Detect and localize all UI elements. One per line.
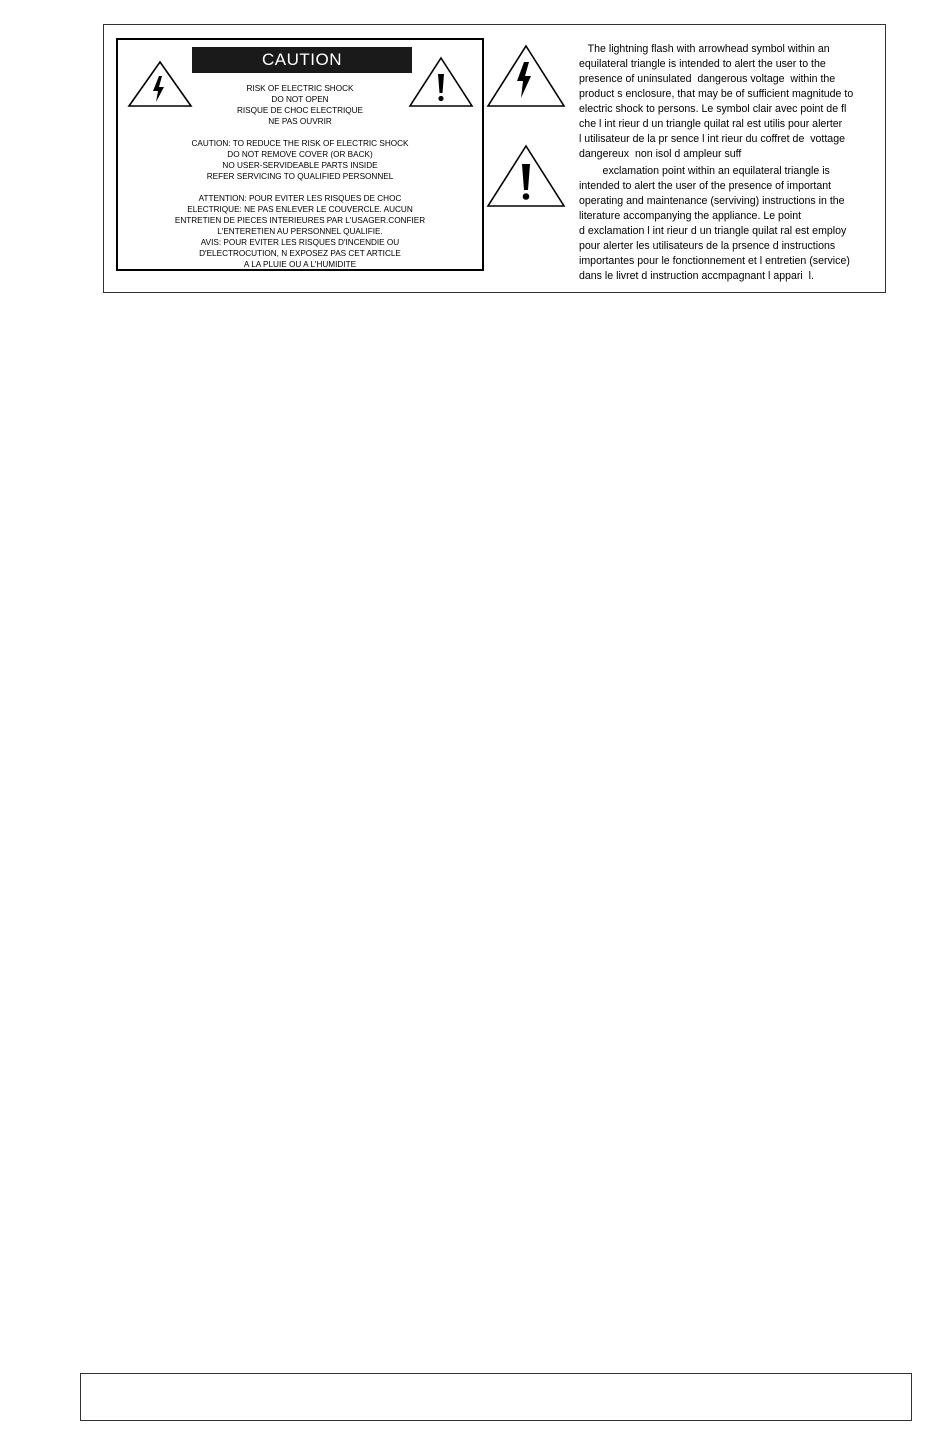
explanation-line: electric shock to persons. Le symbol clair avec point de fl xyxy=(579,103,847,115)
explanation-line: l utilisateur de la pr sence l int rieur du coffret de vottage xyxy=(579,133,845,145)
explanation-line: dangereux non isol d ampleur suff xyxy=(579,148,742,160)
footer-box xyxy=(80,1373,912,1421)
attention-line: D'ELECTROCUTION, N EXPOSEZ PAS CET ARTICLE xyxy=(199,249,401,258)
explanation-line: operating and maintenance (serviving) instructions in the xyxy=(579,195,845,207)
risk-line: RISK OF ELECTRIC SHOCK xyxy=(246,84,354,93)
explanation-line: pour alerter les utilisateurs de la prsence d instructions xyxy=(579,240,836,252)
attention-text xyxy=(118,193,482,270)
explanation-line: intended to alert the user of the presence of important xyxy=(579,180,832,192)
explanation-line: dans le livret d instruction accmpagnant l appari l. xyxy=(579,270,814,282)
attention-line: ELECTRIQUE: NE PAS ENLEVER LE COUVERCLE. AUCUN xyxy=(187,205,413,214)
risk-line: DO NOT OPEN xyxy=(271,95,329,104)
exclamation-symbol-explanation xyxy=(579,164,889,284)
explanation-line: d exclamation l int rieur d un triangle quilat ral est employ xyxy=(579,225,847,237)
caution-line: NO USER-SERVIDEABLE PARTS INSIDE xyxy=(222,161,378,170)
explanation-line: importantes pour le fonctionnement et l entretien (service) xyxy=(579,255,850,267)
explanation-line: che l int rieur d un triangle quilat ral est utilis pour alerter xyxy=(579,118,843,130)
attention-line: A LA PLUIE OU A L'HUMIDITE xyxy=(243,260,357,269)
explanation-line: literature accompanying the appliance. Le point xyxy=(579,210,802,222)
explanation-line: product s enclosure, that may be of sufficient magnitude to xyxy=(579,88,854,100)
exclamation-warning-icon xyxy=(486,144,566,208)
explanation-line: presence of uninsulated dangerous voltage within the xyxy=(579,73,836,85)
caution-text xyxy=(118,138,482,182)
lightning-symbol-explanation xyxy=(579,42,889,162)
risk-line: NE PAS OUVRIR xyxy=(268,117,332,126)
attention-line: AVIS: POUR EVITER LES RISQUES D'INCENDIE OU xyxy=(200,238,400,247)
caution-title: CAUTION xyxy=(192,47,412,73)
lightning-warning-icon xyxy=(486,44,566,108)
caution-line: REFER SERVICING TO QUALIFIED PERSONNEL xyxy=(206,172,394,181)
caution-line: CAUTION: TO REDUCE THE RISK OF ELECTRIC SHOCK xyxy=(191,139,409,148)
explanation-line: The lightning flash with arrowhead symbol within an xyxy=(579,43,830,55)
lightning-warning-icon xyxy=(127,60,193,108)
attention-line: ENTRETIEN DE PIECES INTERIEURES PAR L'USAGER.CONFIER xyxy=(174,216,426,225)
explanation-line: equilateral triangle is intended to alert the user to the xyxy=(579,58,826,70)
attention-line: L'ENTERETIEN AU PERSONNEL QUALIFIE. xyxy=(217,227,383,236)
explanation-line: exclamation point within an equilateral triangle is xyxy=(579,165,830,177)
caution-line: DO NOT REMOVE COVER (OR BACK) xyxy=(227,150,373,159)
exclamation-warning-icon xyxy=(408,56,474,108)
risk-line: RISQUE DE CHOC ELECTRIQUE xyxy=(236,106,363,115)
attention-line: ATTENTION: POUR EVITER LES RISQUES DE CHOC xyxy=(198,194,402,203)
